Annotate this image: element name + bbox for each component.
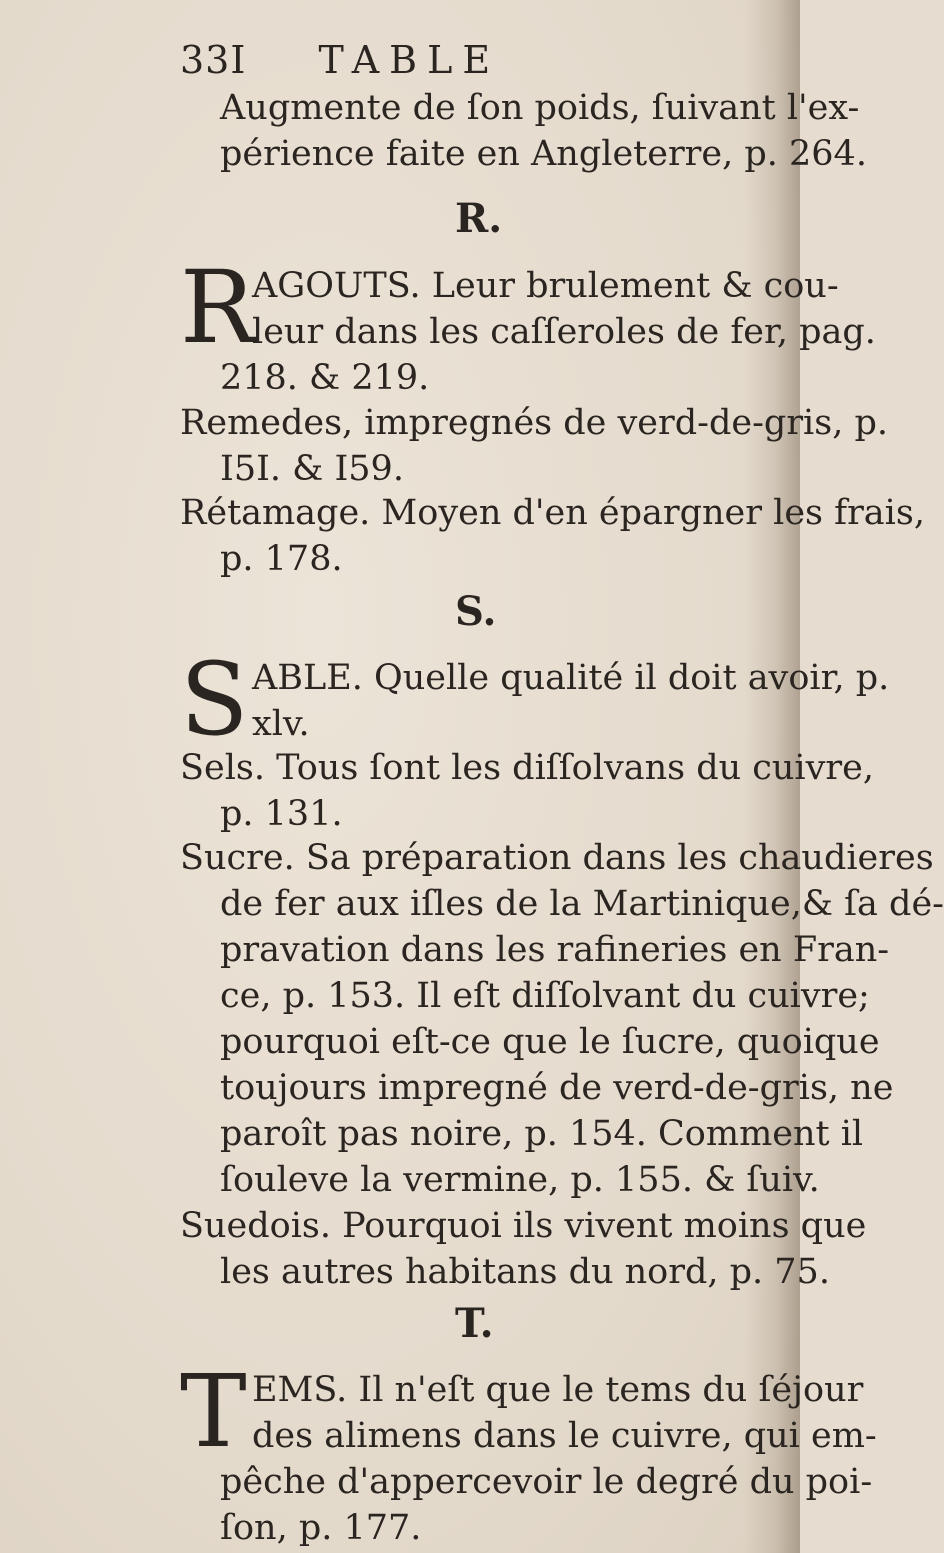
- index-entry-sable: [180, 655, 890, 747]
- text-line: des alimens dans le cuivre, qui em-: [252, 1416, 877, 1456]
- text-line: de fer aux iſles de la Martinique,& ſa dé-: [220, 884, 944, 924]
- running-header: [180, 38, 500, 82]
- dropcap-r: R: [180, 249, 256, 366]
- text-line: 218. & 219.: [220, 358, 430, 398]
- text-line: périence faite en Angleterre, p. 264.: [220, 134, 867, 174]
- text-line: pêche d'appercevoir le degré du poi-: [220, 1462, 873, 1502]
- index-entry-retamage: [180, 490, 925, 582]
- text-line: AGOUTS. Leur brulement & cou-: [252, 266, 839, 306]
- text-line: les autres habitans du nord, p. 75.: [220, 1252, 830, 1292]
- text-line: Remedes, impregnés de verd-de-gris, p.: [180, 403, 888, 443]
- text-line: pourquoi eſt-ce que le ſucre, quoique: [220, 1022, 880, 1062]
- index-entry-sels: [180, 745, 874, 837]
- dropcap-t: T: [180, 1353, 247, 1470]
- section-letter-t: T.: [455, 1300, 494, 1347]
- index-entry-ragouts: [180, 263, 876, 401]
- header-title: TABLE: [318, 38, 501, 82]
- index-entry-remedes: [180, 400, 888, 492]
- text-line: Rétamage. Moyen d'en épargner les frais,: [180, 493, 925, 533]
- page-number: 33I: [180, 38, 247, 82]
- text-line: xlv.: [252, 704, 310, 744]
- text-line: leur dans les caſſeroles de fer, pag.: [252, 312, 876, 352]
- text-line: Sels. Tous ſont les diſſolvans du cuivre,: [180, 748, 874, 788]
- section-letter-r: R.: [455, 195, 503, 242]
- section-letter-s: S.: [455, 588, 497, 635]
- dropcap-s: S: [180, 641, 249, 758]
- text-line: I5I. & I59.: [220, 449, 404, 489]
- text-line: Sucre. Sa préparation dans les chaudieres: [180, 838, 934, 878]
- index-entry-sucre: [180, 835, 944, 1203]
- text-line: toujours impregné de verd-de-gris, ne: [220, 1068, 894, 1108]
- text-line: ſon, p. 177.: [220, 1508, 422, 1548]
- text-line: ABLE. Quelle qualité il doit avoir, p.: [252, 658, 890, 698]
- index-entry-suedois: [180, 1203, 867, 1295]
- text-line: pravation dans les rafineries en Fran-: [220, 930, 890, 970]
- text-line: p. 131.: [220, 794, 343, 834]
- text-line: paroît pas noire, p. 154. Comment il: [220, 1114, 864, 1154]
- text-line: Augmente de ſon poids, ſuivant l'ex-: [220, 88, 860, 128]
- intro-entry: [180, 85, 867, 177]
- text-line: p. 178.: [220, 539, 343, 579]
- text-line: EMS. Il n'eſt que le tems du ſéjour: [252, 1370, 864, 1410]
- text-line: Suedois. Pourquoi ils vivent moins que: [180, 1206, 867, 1246]
- index-entry-tems: [180, 1367, 877, 1551]
- text-line: ce, p. 153. Il eſt diſſolvant du cuivre;: [220, 976, 870, 1016]
- text-line: ſouleve la vermine, p. 155. & ſuiv.: [220, 1160, 820, 1200]
